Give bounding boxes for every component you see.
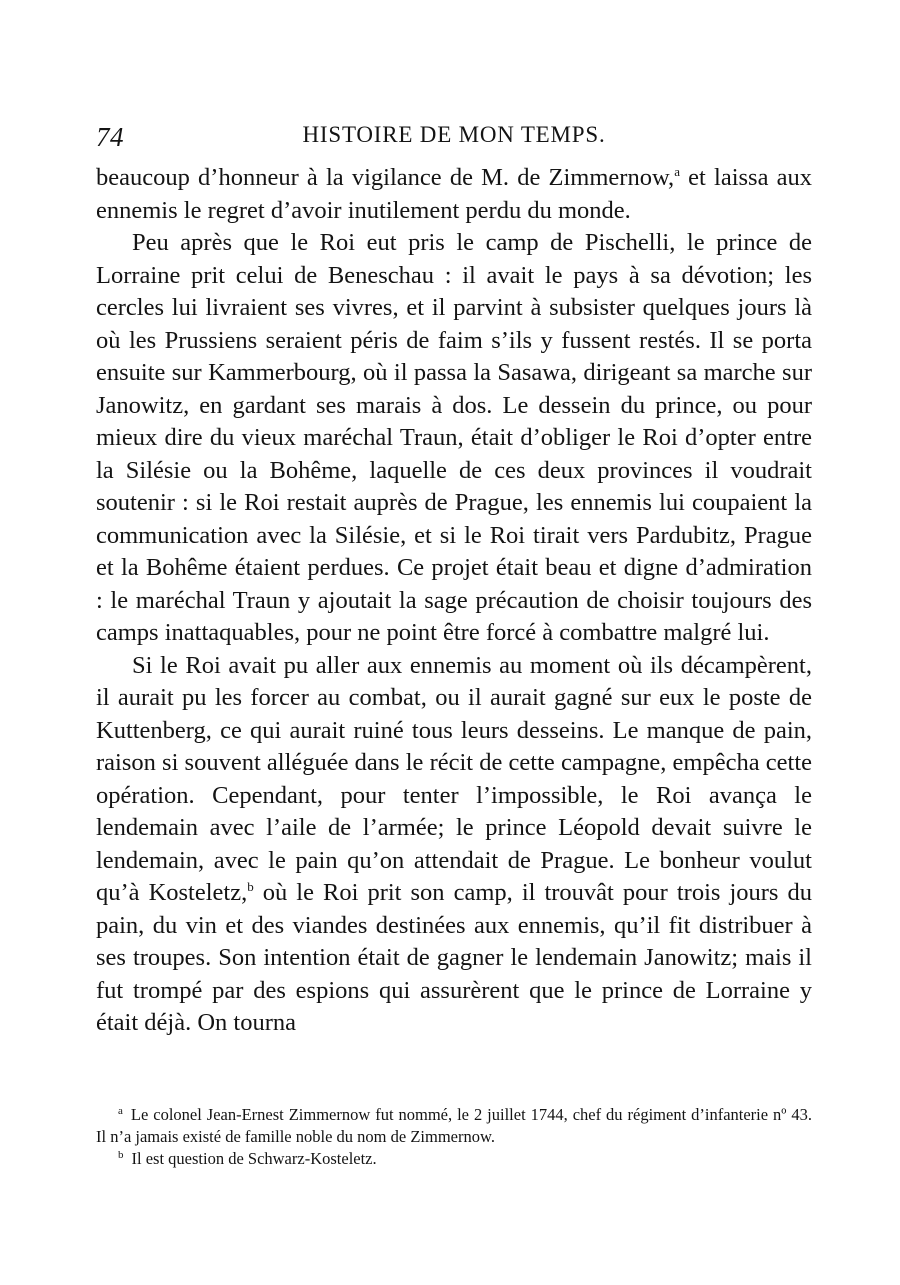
running-head: HISTOIRE DE MON TEMPS. [302, 122, 606, 147]
paragraph-3-text-b: où le Roi prit son camp, il trouvât pour trois jours du pain, du vin et des viandes destinées aux ennemis, qu’il fit distribuer à ses troupes. Son intention était de gagner le lendemain Janowitz; mais il fut trompé par des espions qui assurèrent que le prince de Lorraine y était déjà. On tourna [96, 879, 812, 1036]
footnote-a [96, 1104, 812, 1148]
paragraph-3 [96, 650, 812, 1040]
body-text [96, 162, 812, 1040]
footnote-b-text: Il est question de Schwarz-Kosteletz. [131, 1149, 377, 1168]
footnote-ref-a: a [674, 163, 680, 179]
paragraph-2: Peu après que le Roi eut pris le camp de Pischelli, le prince de Lorraine prit celui de Beneschau : il avait le pays à sa dévotion; les cercles lui livraient ses vivres, et il parvint à subsister quelques jours là où les Prussiens seraient péris de faim s’ils y fussent restés. Il se porta ensuite sur Kammerbourg, où il passa la Sasawa, dirigeant sa marche sur Janowitz, en gardant ses marais à dos. Le dessein du prince, ou pour mieux dire du vieux maréchal Traun, était d’obliger le Roi d’opter entre la Silésie ou la Bohême, laquelle de ces deux provinces il voudrait soutenir : si le Roi restait auprès de Prague, les ennemis lui coupaient la communication avec la Silésie, et si le Roi tirait vers Pardubitz, Prague et la Bohême étaient perdues. Ce projet était beau et digne d’admiration : le maréchal Traun y ajoutait la sage précaution de choisir toujours des camps inattaquables, pour ne point être forcé à combattre malgré lui. [96, 229, 812, 646]
footnote-mark-b: b [118, 1148, 124, 1161]
footnote-a-text: Le colonel Jean-Ernest Zimmernow fut nommé, le 2 juillet 1744, chef du régiment d’infanterie nº 43. Il n’a jamais existé de famille noble du nom de Zimmernow. [96, 1105, 812, 1146]
footnote-ref-b: b [247, 878, 254, 894]
footnotes [96, 1104, 812, 1170]
paragraph-1-text-b: et laissa aux ennemis le regret d’avoir inutilement perdu du monde. [96, 164, 813, 224]
paragraph-1 [96, 162, 812, 227]
page-header [96, 118, 812, 158]
paragraph-3-text-a: Si le Roi avait pu aller aux ennemis au moment où ils décampèrent, il aurait pu les forcer au combat, ou il aurait gagné sur eux le poste de Kuttenberg, ce qui aurait ruiné tous leurs desseins. Le manque de pain, raison si souvent alléguée dans le récit de cette campagne, empêcha cette opération. Cependant, pour tenter l’impossible, le Roi avança le lendemain avec l’aile de l’armée; le prince Léopold devait suivre le lendemain, avec le pain qu’on attendait de Prague. Le bonheur voulut qu’à Kosteletz, [96, 651, 812, 906]
footnote-mark-a: a [118, 1104, 123, 1117]
page-number: 74 [96, 122, 124, 152]
paragraph-1-text-a: beaucoup d’honneur à la vigilance de M. de Zimmernow, [96, 164, 675, 191]
footnote-b [96, 1148, 812, 1170]
